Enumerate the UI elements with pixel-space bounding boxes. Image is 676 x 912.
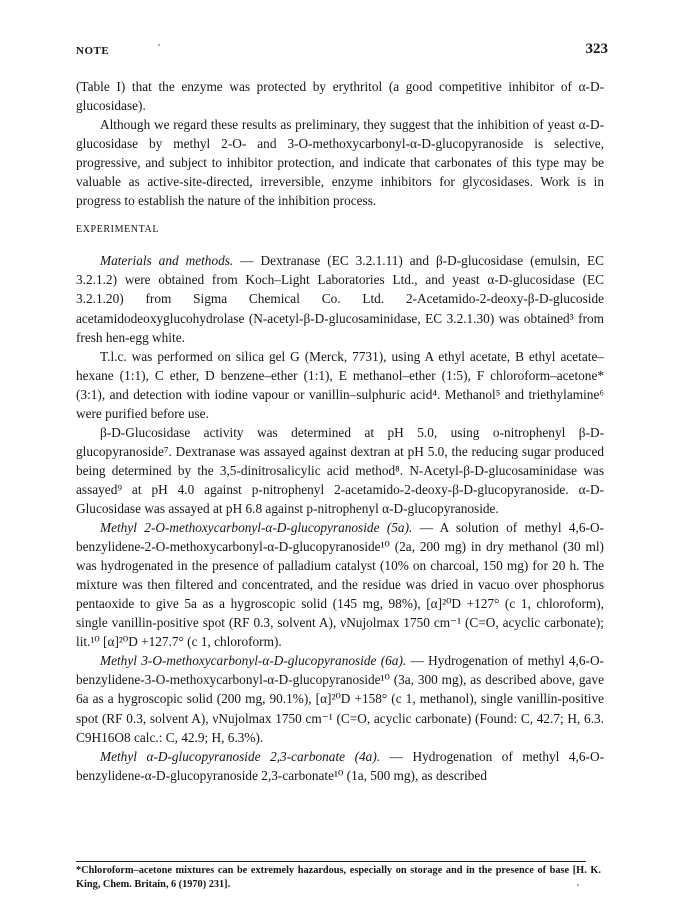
paragraph-assay: β-D-Glucosidase activity was determined at pH 5.0, using o-nitrophenyl β-D-glucopyranoside⁷. Dextranase was assayed against dextran at pH 5.0, the reducing sugar produced being determined by the 3,5-dinitrosalicylic acid method⁸. N-Acetyl-β-D-glucosaminidase was assayed⁹ at pH 4.0 against p-nitrophenyl 2-acetamido-2-deoxy-β-D-glucopyranoside. α-D-Glucosidase was assayed at pH 6.8 against p-nitrophenyl α-D-glucopyranoside. — [76, 424, 604, 516]
paragraph-tlc: T.l.c. was performed on silica gel G (Merck, 7731), using A ethyl acetate, B ethyl acetate–hexane (1:1), C ether, D benzene–ether (1:1), E methanol–ether (1:5), F chloroform–acetone* (3:1), and detection with iodine vapour or vanillin–sulphuric acid⁴. Methanol⁵ and triethylamine⁶ were purified before use. — [76, 348, 604, 421]
paragraph-6a-text: — Hydrogenation of methyl 4,6-O-benzylidene-3-O-methoxycarbonyl-α-D-glucopyranoside¹⁰ (3a, 300 mg), as described above, gave 6a as a hygroscopic solid (200 mg, 90.1%), [α]²⁰D +158° (c 1, methanol), single vanillin-positive spot (RF 0.3, solvent A), νNujolmax 1750 cm⁻¹ (C=O, acyclic carbonate) (Found: C, 42.7; H, 6.3. C9H16O8 calc.: C, 42.9; H, 6.3%). — [76, 653, 604, 745]
run-in-heading-materials: Materials and methods. — [100, 253, 234, 269]
paragraph-materials — [76, 251, 604, 346]
run-in-heading-4a: Methyl α-D-glucopyranoside 2,3-carbonate (4a). — [100, 748, 381, 764]
scan-speck — [577, 884, 579, 886]
paragraph-5a-text: — A solution of methyl 4,6-O-benzylidene-2-O-methoxycarbonyl-α-D-glucopyranoside¹⁰ (2a, 200 mg) in dry methanol (30 ml) was hydrogenated in the presence of palladium catalyst (10% on charcoal, 150 mg) for 20 h. The mixture was then filtered and concentrated, and the residue was dried in vacuo over phosphorus pentaoxide to give 5a as a hygroscopic solid (145 mg, 98%), [α]²⁰D +127° (c 1, chloroform), single vanillin-positive spot (RF 0.3, solvent A), νNujolmax 1750 cm⁻¹ (C=O, acyclic carbonate); lit.¹⁰ [α]²⁰D +127.7° (c 1, chloroform). — [76, 520, 604, 650]
paragraph-4a-text: — Hydrogenation of methyl 4,6-O-benzylidene-α-D-glucopyranoside 2,3-carbonate¹⁰ (1a, 500 mg), as described — [76, 748, 604, 783]
paragraph-compound-5a — [76, 518, 604, 651]
footnote: *Chloroform–acetone mixtures can be extremely hazardous, especially on storage and in the presence of base [H. K. King, Chem. Britain, 6 (1970) 231]. — [76, 865, 601, 890]
footnote-divider — [76, 861, 586, 862]
section-heading-experimental: EXPERIMENTAL — [76, 224, 160, 236]
scan-speck — [158, 44, 160, 46]
paragraph-compound-6a — [76, 651, 604, 746]
running-head-note: NOTE — [76, 45, 110, 57]
paragraph-continuation: (Table I) that the enzyme was protected by erythritol (a good competitive inhibitor of α-D-glucosidase). — [76, 79, 604, 114]
page-number: 323 — [585, 41, 608, 57]
body-text — [76, 77, 604, 785]
run-in-heading-5a: Methyl 2-O-methoxycarbonyl-α-D-glucopyranoside (5a). — [100, 520, 413, 536]
paragraph-materials-text: — Dextranase (EC 3.2.1.11) and β-D-glucosidase (emulsin, EC 3.2.1.2) were obtained from Koch–Light Laboratories Ltd., and yeast α-D-glucosidase (EC 3.2.1.20) from Sigma Chemical Co. Ltd. 2-Acetamido-2-deoxy-β-D-glucoside acetamidodeoxyglucohydrolase (N-acetyl-β-D-glucosaminidase, EC 3.2.1.30) was obtained³ from fresh hen-egg white. — [76, 253, 604, 345]
paragraph-conclusion: Although we regard these results as preliminary, they suggest that the inhibition of yeast α-D-glucosidase by methyl 2-O- and 3-O-methoxycarbonyl-α-D-glucopyranoside is selective, progressive, and subject to inhibitor protection, and indicate that carbonates of this type may be valuable as active-site-directed, irreversible, enzyme inhibitors for glycosidases. Work is in progress to establish the nature of the inhibition process. — [76, 117, 604, 209]
paragraph-compound-4a — [76, 747, 604, 785]
run-in-heading-6a: Methyl 3-O-methoxycarbonyl-α-D-glucopyranoside (6a). — [100, 653, 407, 669]
